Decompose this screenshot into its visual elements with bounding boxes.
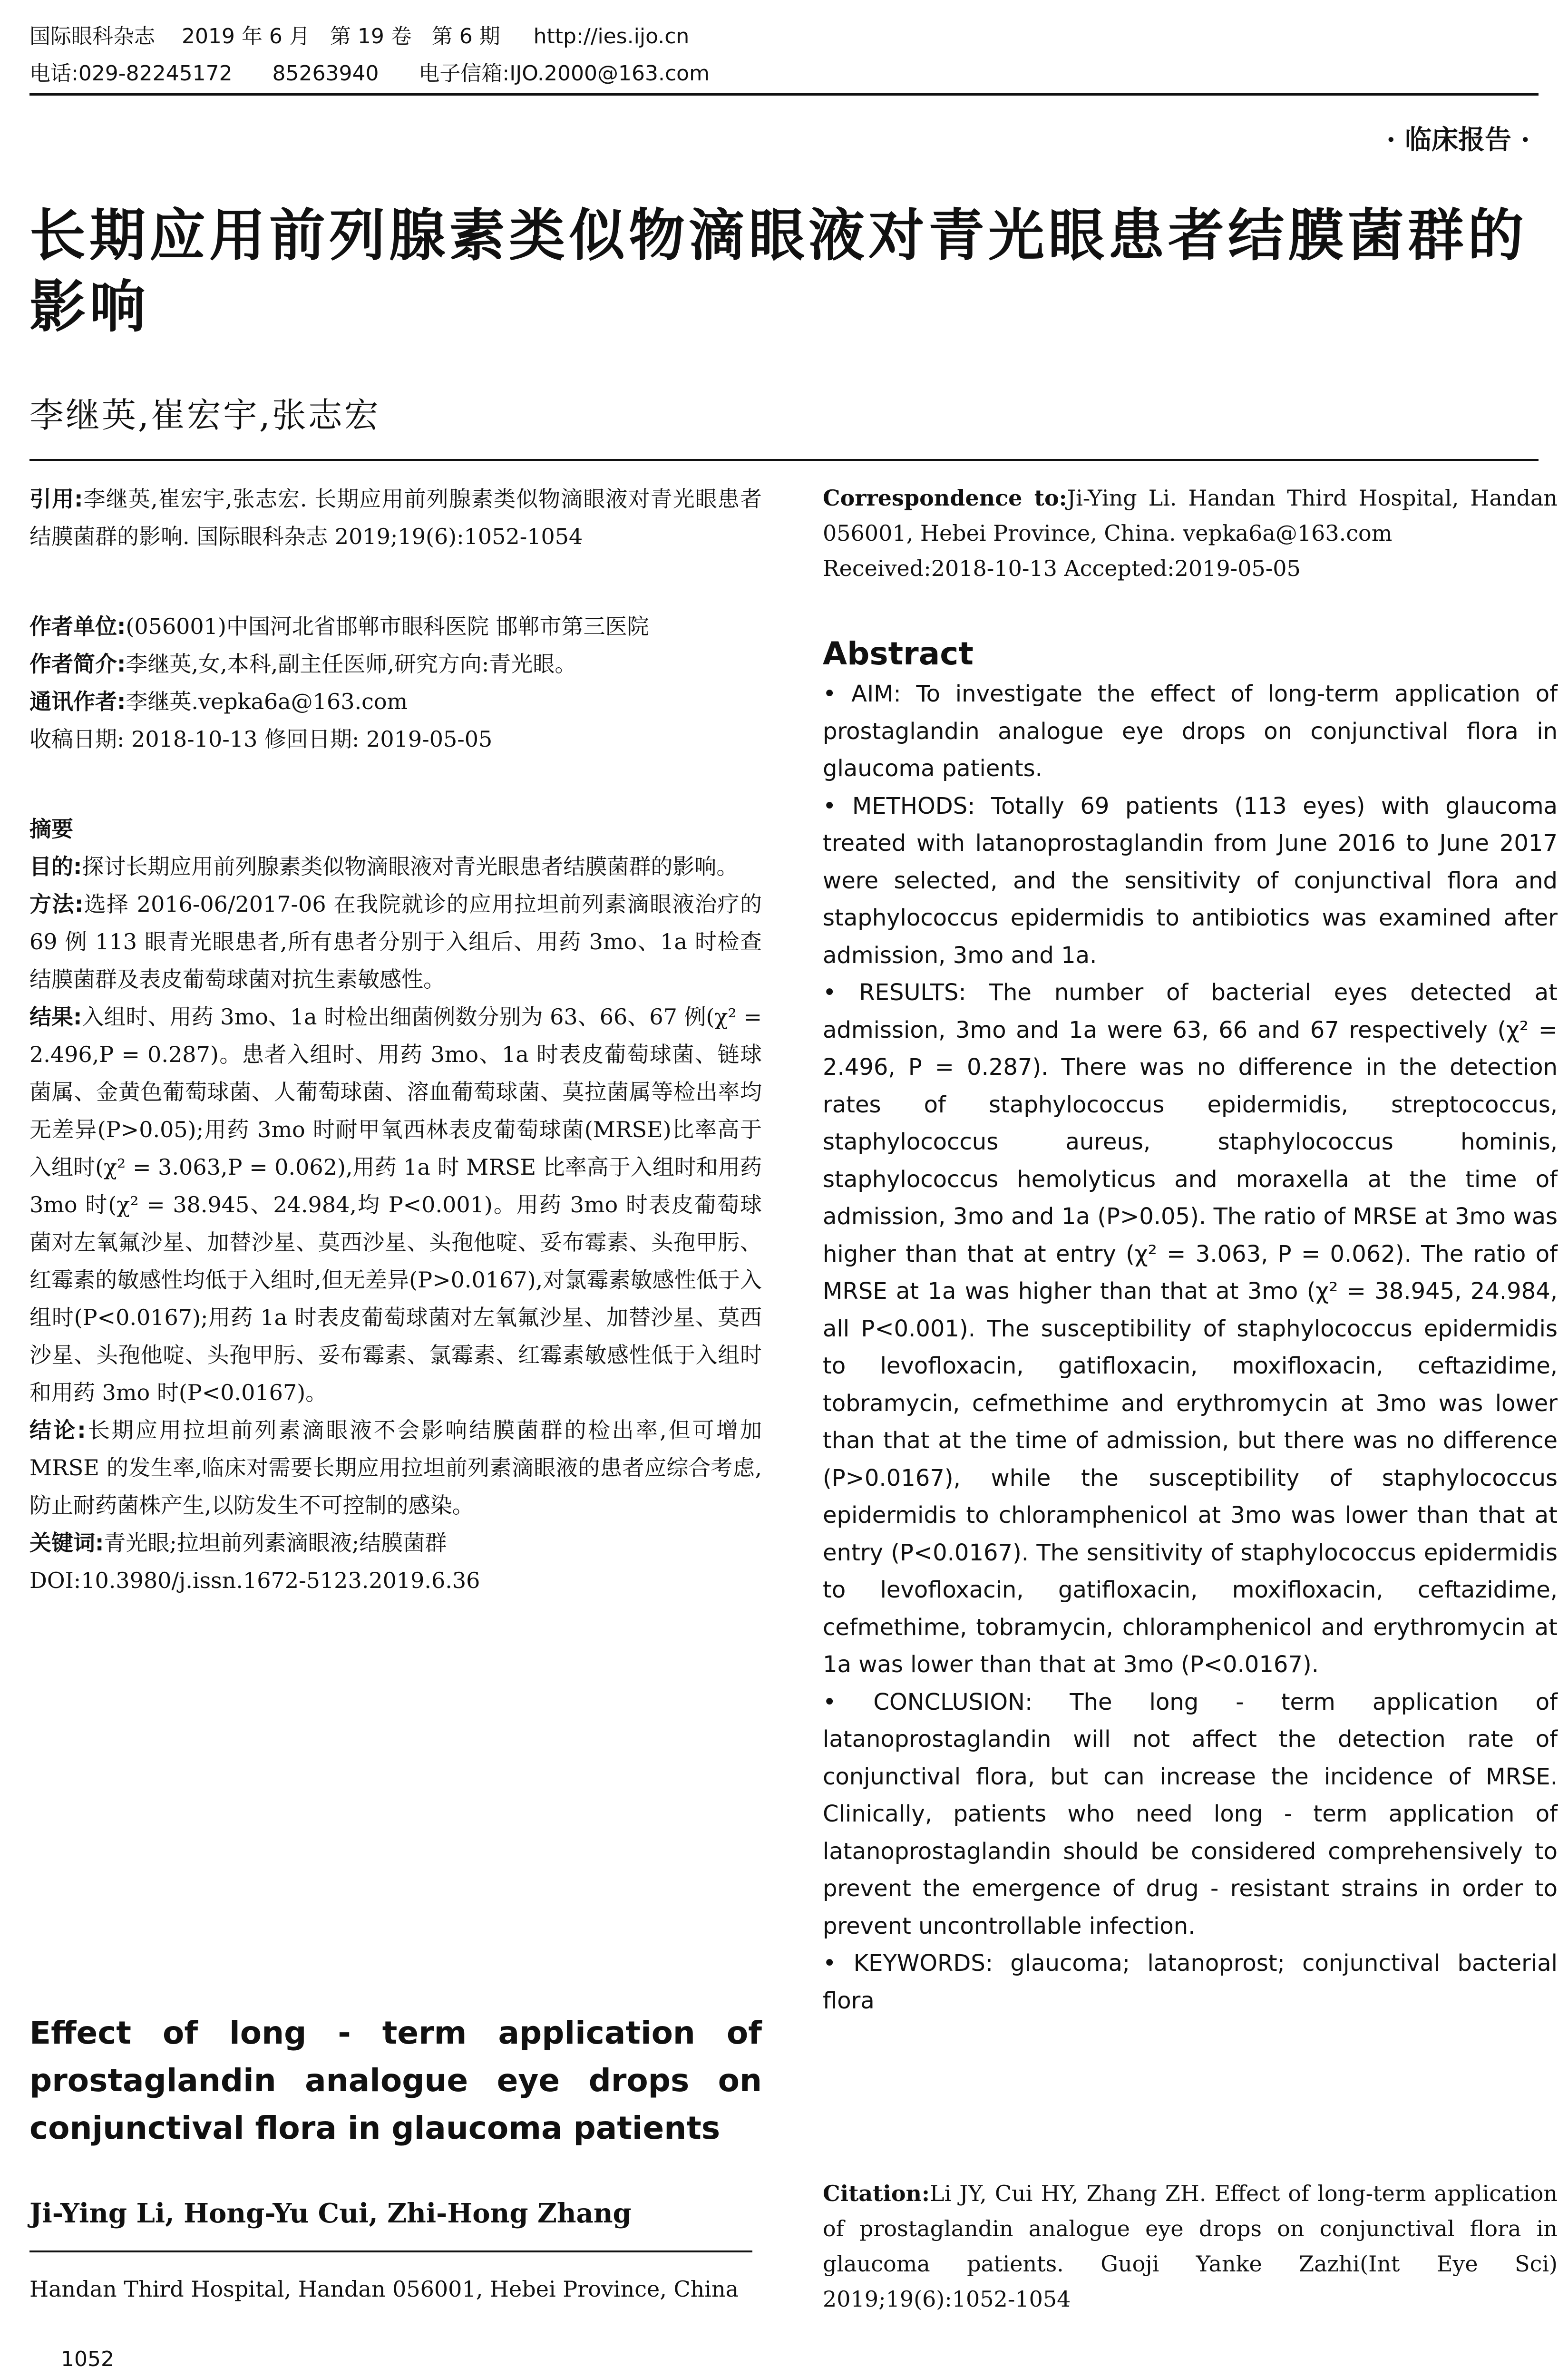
correspondence-en: Correspondence to:Ji-Ying Li. Handan Third Hospital, Handan 056001, Hebei Province, China. vepka6a@163.com — [823, 485, 1558, 546]
results-cn: 结果:入组时、用药 3mo、1a 时检出细菌例数分别为 63、66、67 例(χ² = 2.496,P = 0.287)。患者入组时、用药 3mo、1a 时表皮葡萄球菌、链球菌属、金黄色葡萄球菌、人葡萄球菌、溶血葡萄球菌、莫拉菌属等检出率均无差异(P>0.05);用药 3mo 时耐甲氧西林表皮葡萄球菌(MRSE)比率高于入组时(χ² = 3.063,P = 0.062),用药 1a 时 MRSE 比率高于入组时和用药 3mo 时(χ² = 38.945、24.984,均 P<0.001)。用药 3mo 时表皮葡萄球菌对左氧氟沙星、加替沙星、莫西沙星、头孢他啶、妥布霉素、头孢甲肟、红霉素的敏感性均低于入组时,但无差异(P>0.0167),对氯霉素敏感性低于入组时(P<0.0167);用药 1a 时表皮葡萄球菌对左氧氟沙星、加替沙星、莫西沙星、头孢他啶、头孢甲肟、妥布霉素、氯霉素、红霉素敏感性低于入组时和用药 3mo 时(P<0.0167)。 — [29, 1004, 762, 1405]
abstract-heading-cn: 摘要 — [29, 816, 73, 842]
methods-cn: 方法:选择 2016-06/2017-06 在我院就诊的应用拉坦前列素滴眼液治疗的 69 例 113 眼青光眼患者,所有患者分别于入组后、用药 3mo、1a 时检查结膜菌群及表皮葡萄球菌对抗生素敏感性。 — [29, 891, 762, 992]
dates-cn: 收稿日期: 2018-10-13 修回日期: 2019-05-05 — [29, 726, 493, 752]
abstract-heading-en: Abstract — [823, 635, 974, 672]
header-rule — [29, 93, 1539, 96]
article-title-cn: 长期应用前列腺素类似物滴眼液对青光眼患者结膜菌群的影响 — [29, 203, 1528, 340]
doi: DOI:10.3980/j.issn.1672-5123.2019.6.36 — [29, 1568, 480, 1593]
page-number: 1052 — [61, 2347, 114, 2371]
author-bio-cn: 作者简介:李继英,女,本科,副主任医师,研究方向:青光眼。 — [29, 651, 577, 677]
section-label: · 临床报告 · — [1386, 124, 1530, 156]
left-english-block — [29, 2009, 762, 2307]
affiliation-cn: 作者单位:(056001)中国河北省邯郸市眼科医院 邯郸市第三医院 — [29, 614, 649, 639]
right-column-header — [823, 480, 1558, 586]
methods-en: • METHODS: Totally 69 patients (113 eyes) with glaucoma treated with latanoprostaglandin from June 2016 to June 2017 were selected, and the sensitivity of conjunctival flora and staphylococcus epidermidis to antibiotics was examined after admission, 3mo and 1a. — [823, 792, 1558, 969]
aim-en: • AIM: To investigate the effect of long-term application of prostaglandin analogue eye drops on conjunctival flora in glaucoma patients. — [823, 681, 1558, 782]
journal-header-line1: 国际眼科杂志 2019 年 6 月 第 19 卷 第 6 期 http://ies.ijo.cn — [29, 24, 690, 49]
authors-cn: 李继英,崔宏宇,张志宏 — [29, 395, 380, 435]
citation-en-block — [823, 2176, 1558, 2317]
conclusion-cn: 结论:长期应用拉坦前列素滴眼液不会影响结膜菌群的检出率,但可增加 MRSE 的发生率,临床对需要长期应用拉坦前列素滴眼液的患者应综合考虑,防止耐药菌株产生,以防发生不可控制的感染。 — [29, 1417, 762, 1518]
keywords-en: • KEYWORDS: glaucoma; latanoprost; conjunctival bacterial flora — [823, 1950, 1558, 2014]
conclusion-en: • CONCLUSION: The long - term application of latanoprostaglandin will not affect the detection rate of conjunctival flora, but can increase the incidence of MRSE. Clinically, patients who need long - term application of latanoprostaglandin should be considered comprehensively to prevent the emergence of drug - resistant strains in order to prevent uncontrollable infection. — [823, 1688, 1558, 1939]
affiliation-en: Handan Third Hospital, Handan 056001, Hebei Province, China — [29, 2276, 739, 2302]
keywords-cn: 关键词:青光眼;拉坦前列素滴眼液;结膜菌群 — [29, 1530, 447, 1556]
article-title-en: Effect of long - term application of prostaglandin analogue eye drops on conjunctival flora in glaucoma patients — [29, 2015, 762, 2146]
journal-header-line2: 电话:029-82245172 85263940 电子信箱:IJO.2000@163.com — [29, 61, 710, 86]
results-en: • RESULTS: The number of bacterial eyes detected at admission, 3mo and 1a were 63, 66 and 67 respectively (χ² = 2.496, P = 0.287). There was no difference in the detection rates of staphylococcus epidermidis, streptococcus, staphylococcus aureus, staphylococcus hominis, staphylococcus hemolyticus and moraxella at the time of admission, 3mo and 1a (P>0.05). The ratio of MRSE at 3mo was higher than that at entry (χ² = 3.063, P = 0.062). The ratio of MRSE at 1a was higher than that at 3mo (χ² = 38.945, 24.984, all P<0.001). The susceptibility of staphylococcus epidermidis to levofloxacin, gatifloxacin, moxifloxacin, ceftazidime, tobramycin, cefmethime and erythromycin at 3mo was lower than that at the time of admission, but there was no difference (P>0.0167), while the susceptibility of staphylococcus epidermidis to chloramphenicol at 3mo was lower than that at entry (P<0.0167). The sensitivity of staphylococcus epidermidis to levofloxacin, gatifloxacin, moxifloxacin, ceftazidime, cefmethime, tobramycin, chloramphenicol and erythromycin at 1a was lower than that at 3mo (P<0.0167). — [823, 979, 1558, 1678]
left-column — [29, 480, 762, 1599]
authors-en: Ji-Ying Li, Hong-Yu Cui, Zhi-Hong Zhang — [29, 2198, 632, 2229]
title-rule — [29, 459, 1539, 461]
corresponding-author-cn: 通讯作者:李继英.vepka6a@163.com — [29, 689, 408, 714]
aim-cn: 目的:探讨长期应用前列腺素类似物滴眼液对青光眼患者结膜菌群的影响。 — [29, 854, 739, 879]
right-column-abstract — [823, 633, 1558, 2019]
citation-en: Citation:Li JY, Cui HY, Zhang ZH. Effect of long-term application of prostaglandin analogue eye drops on conjunctival flora in glaucoma patients. Guoji Yanke Zazhi(Int Eye Sci) 2019;19(6):1052-1054 — [823, 2181, 1558, 2312]
citation-cn: 引用:李继英,崔宏宇,张志宏. 长期应用前列腺素类似物滴眼液对青光眼患者结膜菌群的影响. 国际眼科杂志 2019;19(6):1052-1054 — [29, 486, 762, 549]
received-accepted-en: Received:2018-10-13 Accepted:2019-05-05 — [823, 555, 1301, 581]
